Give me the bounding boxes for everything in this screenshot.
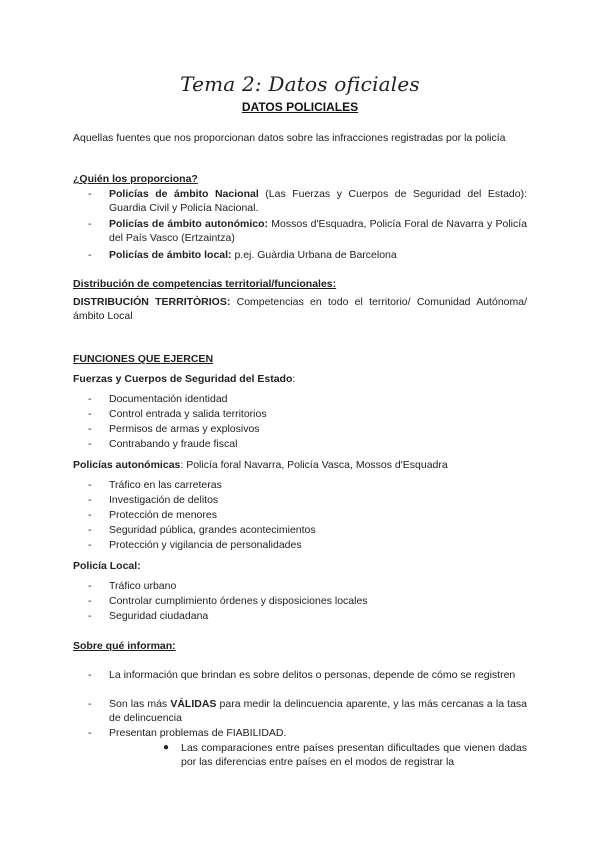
dash-bullet: - <box>88 393 92 405</box>
fcse-label: Fuerzas y Cuerpos de Seguridad del Estado: <box>73 373 296 385</box>
list-item: Son las más VÁLIDAS para medir la delincuencia aparente, y las más cercanas a la tasa de delincuencia <box>109 698 527 724</box>
sub-list-item: Las comparaciones entre países presentan dificultades que vienen dadas por las diferencias entre países en el modos de registrar la <box>181 742 527 768</box>
list-item: Controlar cumplimiento órdenes y disposiciones locales <box>109 595 368 607</box>
list-item: Policías de ámbito autonómico: Mossos d'Esquadra, Policía Foral de Navarra y Policía del País Vasco (Ertzaintza) <box>109 218 527 244</box>
list-item: Investigación de delitos <box>109 494 219 506</box>
list-item: Permisos de armas y explosivos <box>109 423 260 435</box>
dash-bullet: - <box>88 408 92 420</box>
dash-bullet: - <box>88 438 92 450</box>
intro-paragraph: Aquellas fuentes que nos proporcionan datos sobre las infracciones registradas por la policía <box>73 132 506 144</box>
dash-bullet: - <box>88 539 92 551</box>
list-item: Presentan problemas de FIABILIDAD. <box>109 727 287 739</box>
dash-bullet: - <box>88 727 92 739</box>
page-title: Tema 2: Datos oficiales <box>180 72 420 96</box>
quien-heading: ¿Quién los proporciona? <box>73 173 198 185</box>
distribucion-paragraph: DISTRIBUCIÓN TERRITÒRIOS: Competencias en todo el territorio/ Comunidad Autónoma/ ámbito Local <box>73 296 528 322</box>
dash-bullet: - <box>88 698 92 710</box>
list-item: Tráfico urbano <box>109 580 177 592</box>
informan-heading: Sobre qué informan: <box>73 640 176 652</box>
list-item: Control entrada y salida territorios <box>109 408 267 420</box>
funciones-heading: FUNCIONES QUE EJERCEN <box>73 353 214 365</box>
dash-bullet: - <box>88 669 92 681</box>
list-item: Policías de ámbito local: p.ej. Guàrdia Urbana de Barcelona <box>109 249 397 261</box>
list-item: Protección y vigilancia de personalidades <box>109 539 302 551</box>
list-item: Seguridad pública, grandes acontecimientos <box>109 524 316 536</box>
dash-bullet: - <box>88 249 92 261</box>
dash-bullet: - <box>88 580 92 592</box>
list-item: Contrabando y fraude fiscal <box>109 438 238 450</box>
distribucion-heading: Distribución de competencias territorial/funcionales: <box>73 278 337 290</box>
dash-bullet: - <box>88 423 92 435</box>
local-label: Policía Local: <box>73 560 141 572</box>
list-item: Documentación identidad <box>109 393 228 405</box>
dash-bullet: - <box>88 595 92 607</box>
dash-bullet: - <box>88 218 92 230</box>
dash-bullet: - <box>88 610 92 622</box>
dash-bullet: - <box>88 524 92 536</box>
dash-bullet: - <box>88 188 92 200</box>
dash-bullet: - <box>88 509 92 521</box>
list-item: La información que brindan es sobre delitos o personas, depende de cómo se registren <box>109 669 516 681</box>
dash-bullet: - <box>88 494 92 506</box>
autonomicas-label: Policías autonómicas: Policía foral Navarra, Policía Vasca, Mossos d'Esquadra <box>73 459 448 471</box>
list-item: Seguridad ciudadana <box>109 610 209 622</box>
list-item: Policías de ámbito Nacional (Las Fuerzas y Cuerpos de Seguridad del Estado): Guardia Civil y Policía Nacional. <box>109 188 528 214</box>
list-item: Tráfico en las carreteras <box>109 479 222 491</box>
round-bullet: ● <box>163 742 170 753</box>
section-title: DATOS POLICIALES <box>241 100 359 114</box>
list-item: Protección de menores <box>109 509 217 521</box>
dash-bullet: - <box>88 479 92 491</box>
